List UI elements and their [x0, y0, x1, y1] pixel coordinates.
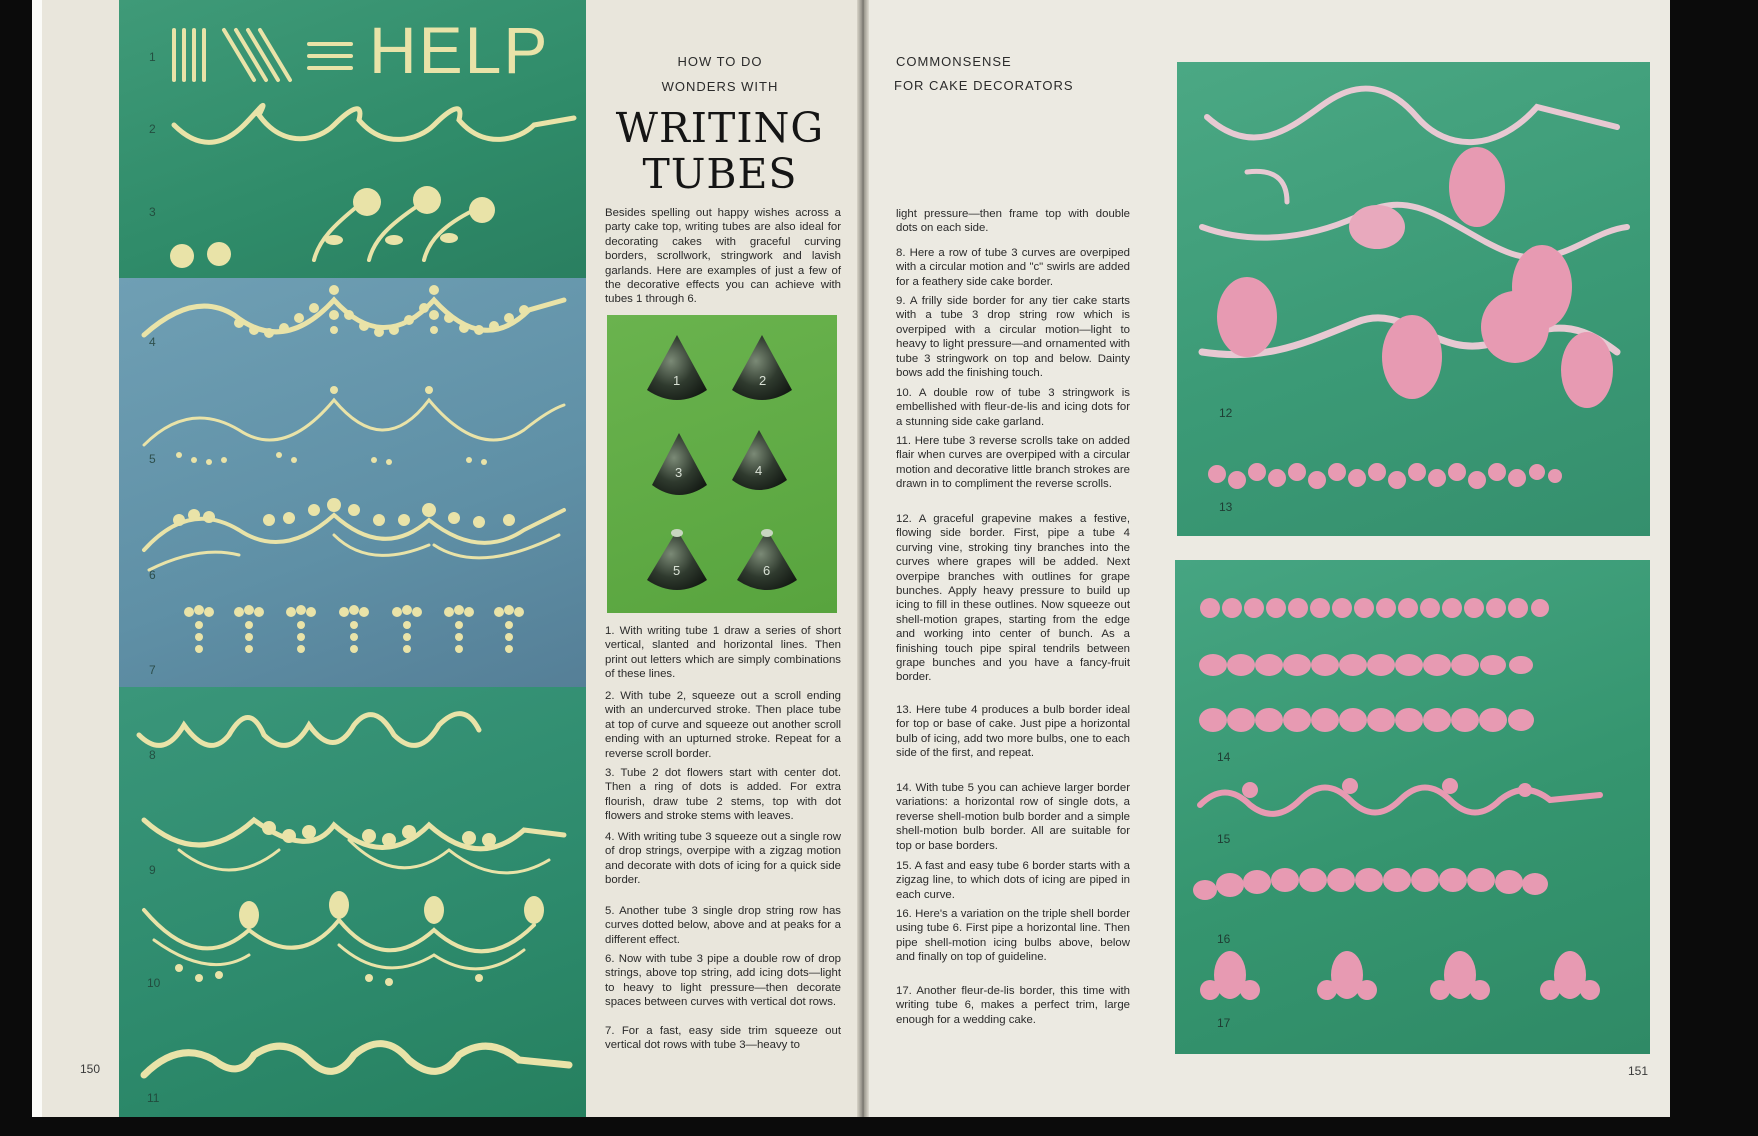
step-7: 7. For a fast, easy side trim squeeze out vertical dot rows with tube 3—heavy to — [605, 1025, 841, 1052]
step-4: 4. With writing tube 3 squeeze out a single row of drop strings, overpipe with a zigzag motion and decorate with dots of icing for a quick side border. — [605, 831, 841, 887]
row-number: 7 — [149, 663, 156, 677]
row-number: 10 — [147, 976, 161, 990]
step-16: 16. Here's a variation on the triple shell border using tube 6. First pipe a horizontal line. Then pipe shell-motion icing bulbs above, below and finally on top of guideline. — [896, 908, 1130, 964]
tube-4 — [732, 430, 787, 490]
bulb-row-14c — [1199, 708, 1534, 732]
photo-row-number: 15 — [1217, 832, 1231, 846]
row-number: 2 — [149, 122, 156, 136]
tube-label-5: 5 — [673, 563, 681, 578]
magazine-spread — [32, 0, 1670, 1117]
fleur-de-lis-row-17 — [1200, 951, 1600, 1000]
row-number: 1 — [149, 50, 156, 64]
step-6: 6. Now with tube 3 pipe a double row of drop strings, above top string, add icing dots—light to heavy to light pressure—then decorate spaces between curves with vertical dot rows. — [605, 953, 841, 1009]
photo-row-number: 14 — [1217, 750, 1231, 764]
step-1: 1. With writing tube 1 draw a series of short vertical, slanted and horizontal lines. Then print out letters which are simply combinations of these lines. — [605, 625, 841, 681]
row-number: 11 — [147, 1091, 160, 1105]
step-8: 8. Here a row of tube 3 curves are overpiped with a circular motion and "c" swirls are added for a feathery side cake border. — [896, 247, 1130, 288]
step-2: 2. With tube 2, squeeze out a scroll ending with an undercurved stroke. Then place tube at top of curve and squeeze out another scroll ending with an upturned stroke. Repeat for a reverse scroll border. — [605, 690, 841, 760]
step-10: 10. A double row of tube 3 stringwork is embellished with fleur-de-lis and icing dots for a stunning side cake garland. — [896, 387, 1130, 428]
left-kicker-line1: HOW TO DO — [677, 54, 763, 69]
bulb-row-13 — [1208, 463, 1562, 489]
tube-label-6: 6 — [763, 563, 771, 578]
left-page-number: 150 — [80, 1062, 101, 1076]
step-17: 17. Another fleur-de-lis border, this time with writing tube 6, makes a perfect trim, large enough for a wedding cake. — [896, 985, 1130, 1026]
tube-label-3: 3 — [675, 465, 683, 480]
writing-tubes-photo — [607, 315, 837, 613]
grapevine-drawing — [1177, 62, 1650, 536]
step-14: 14. With tube 5 you can achieve larger border variations: a horizontal row of single dots, a reverse shell-motion bulb border and a simple shell-motion bulb border. All are suitable for top or base borders. — [896, 782, 1130, 852]
help-piped-text: HELP — [369, 13, 550, 87]
tube-6 — [737, 529, 797, 590]
bulb-row-16 — [1193, 868, 1548, 900]
row-number: 6 — [149, 568, 156, 582]
tube-label-4: 4 — [755, 463, 763, 478]
step-9: 9. A frilly side border for any tier cake starts with a tube 3 drop string row which is overpiped with a circular motion—light to heavy to light pressure—and ornamented with tube 3 stringwork on top and below. Dainty bows add the finishing touch. — [896, 295, 1130, 380]
bulb-row-14b — [1199, 654, 1533, 676]
tube-2 — [732, 335, 792, 400]
bulb-row-14a — [1200, 598, 1549, 618]
book-gutter — [857, 0, 869, 1117]
row-number: 4 — [149, 335, 156, 349]
step-3: 3. Tube 2 dot flowers start with center dot. Then a ring of dots is added. For extra flourish, draw tube 2 stems, top with dot flowers and stroke stems with leaves. — [605, 767, 841, 823]
tube-1 — [647, 335, 707, 400]
page-edge — [32, 0, 42, 1117]
right-page-number: 151 — [1628, 1064, 1649, 1078]
photo-row-number: 13 — [1219, 500, 1233, 514]
grapevine-photo — [1177, 62, 1650, 536]
title-tubes: TUBES — [642, 150, 798, 198]
bulb-borders-photo — [1175, 560, 1650, 1054]
tube-3 — [652, 433, 707, 495]
step-11: 11. Here tube 3 reverse scrolls take on added flair when curves are overpiped with a circular motion and decorative little branch strokes are drawn in to compliment the reverse scrolls. — [896, 435, 1130, 491]
right-kicker-line1: COMMONSENSE — [896, 54, 1012, 69]
row-number: 9 — [149, 863, 156, 877]
step-13: 13. Here tube 4 produces a bulb border ideal for top or base of cake. Just pipe a horizontal bulb of icing, add two more bulbs, one to each side of the first, and repeat. — [896, 704, 1130, 760]
left-kicker-line2: WONDERS WITH — [661, 79, 779, 94]
tubes-drawing — [607, 315, 837, 613]
step-5: 5. Another tube 3 single drop string row has curves dotted below, above and at peaks for a different effect. — [605, 905, 841, 946]
row7-dots — [184, 605, 524, 653]
row1-lines — [174, 30, 351, 80]
tube-label-1: 1 — [673, 373, 681, 388]
photo-row-number: 12 — [1219, 406, 1233, 420]
piping-examples-photo — [119, 0, 586, 1117]
tube-label-2: 2 — [759, 373, 767, 388]
step-15: 15. A fast and easy tube 6 border starts with a zigzag line, to which dots of icing are piped in each curve. — [896, 860, 1130, 901]
step-12: 12. A graceful grapevine makes a festive, flowing side border. First, pipe a tube 4 curving vine, stroking tiny branches into the curves where grapes will be added. Next overpipe branches with outlines for grape bunches. Apply heavy pressure to build up icing to fill in these outlines. Now squeeze out shell-motion grapes, starting from the edge and working into center of bunch. As a finishing touch pipe spiral tendrils between grape bunches and you have a fancy-fruit border. — [896, 513, 1130, 684]
step-7-continued: light pressure—then frame top with double dots on each side. — [896, 208, 1130, 235]
tube-5 — [647, 529, 707, 590]
photo-row-number: 16 — [1217, 932, 1231, 946]
row-number: 8 — [149, 748, 156, 762]
title-writing: WRITING — [615, 104, 825, 152]
row-number: 3 — [149, 205, 156, 219]
photo-row-number: 17 — [1217, 1016, 1231, 1030]
row-number: 5 — [149, 452, 156, 466]
right-kicker-line2: FOR CAKE DECORATORS — [894, 78, 1074, 93]
intro-paragraph: Besides spelling out happy wishes across a party cake top, writing tubes are also ideal for decorating cakes with graceful curving borders, scrollwork, stringwork and lavish garlands. Here are examples of just a few of the decorative effects you can achieve with tubes 1 through 6. — [605, 207, 841, 306]
bulb-borders-drawing — [1175, 560, 1650, 1054]
piping-drawing — [119, 0, 586, 1117]
